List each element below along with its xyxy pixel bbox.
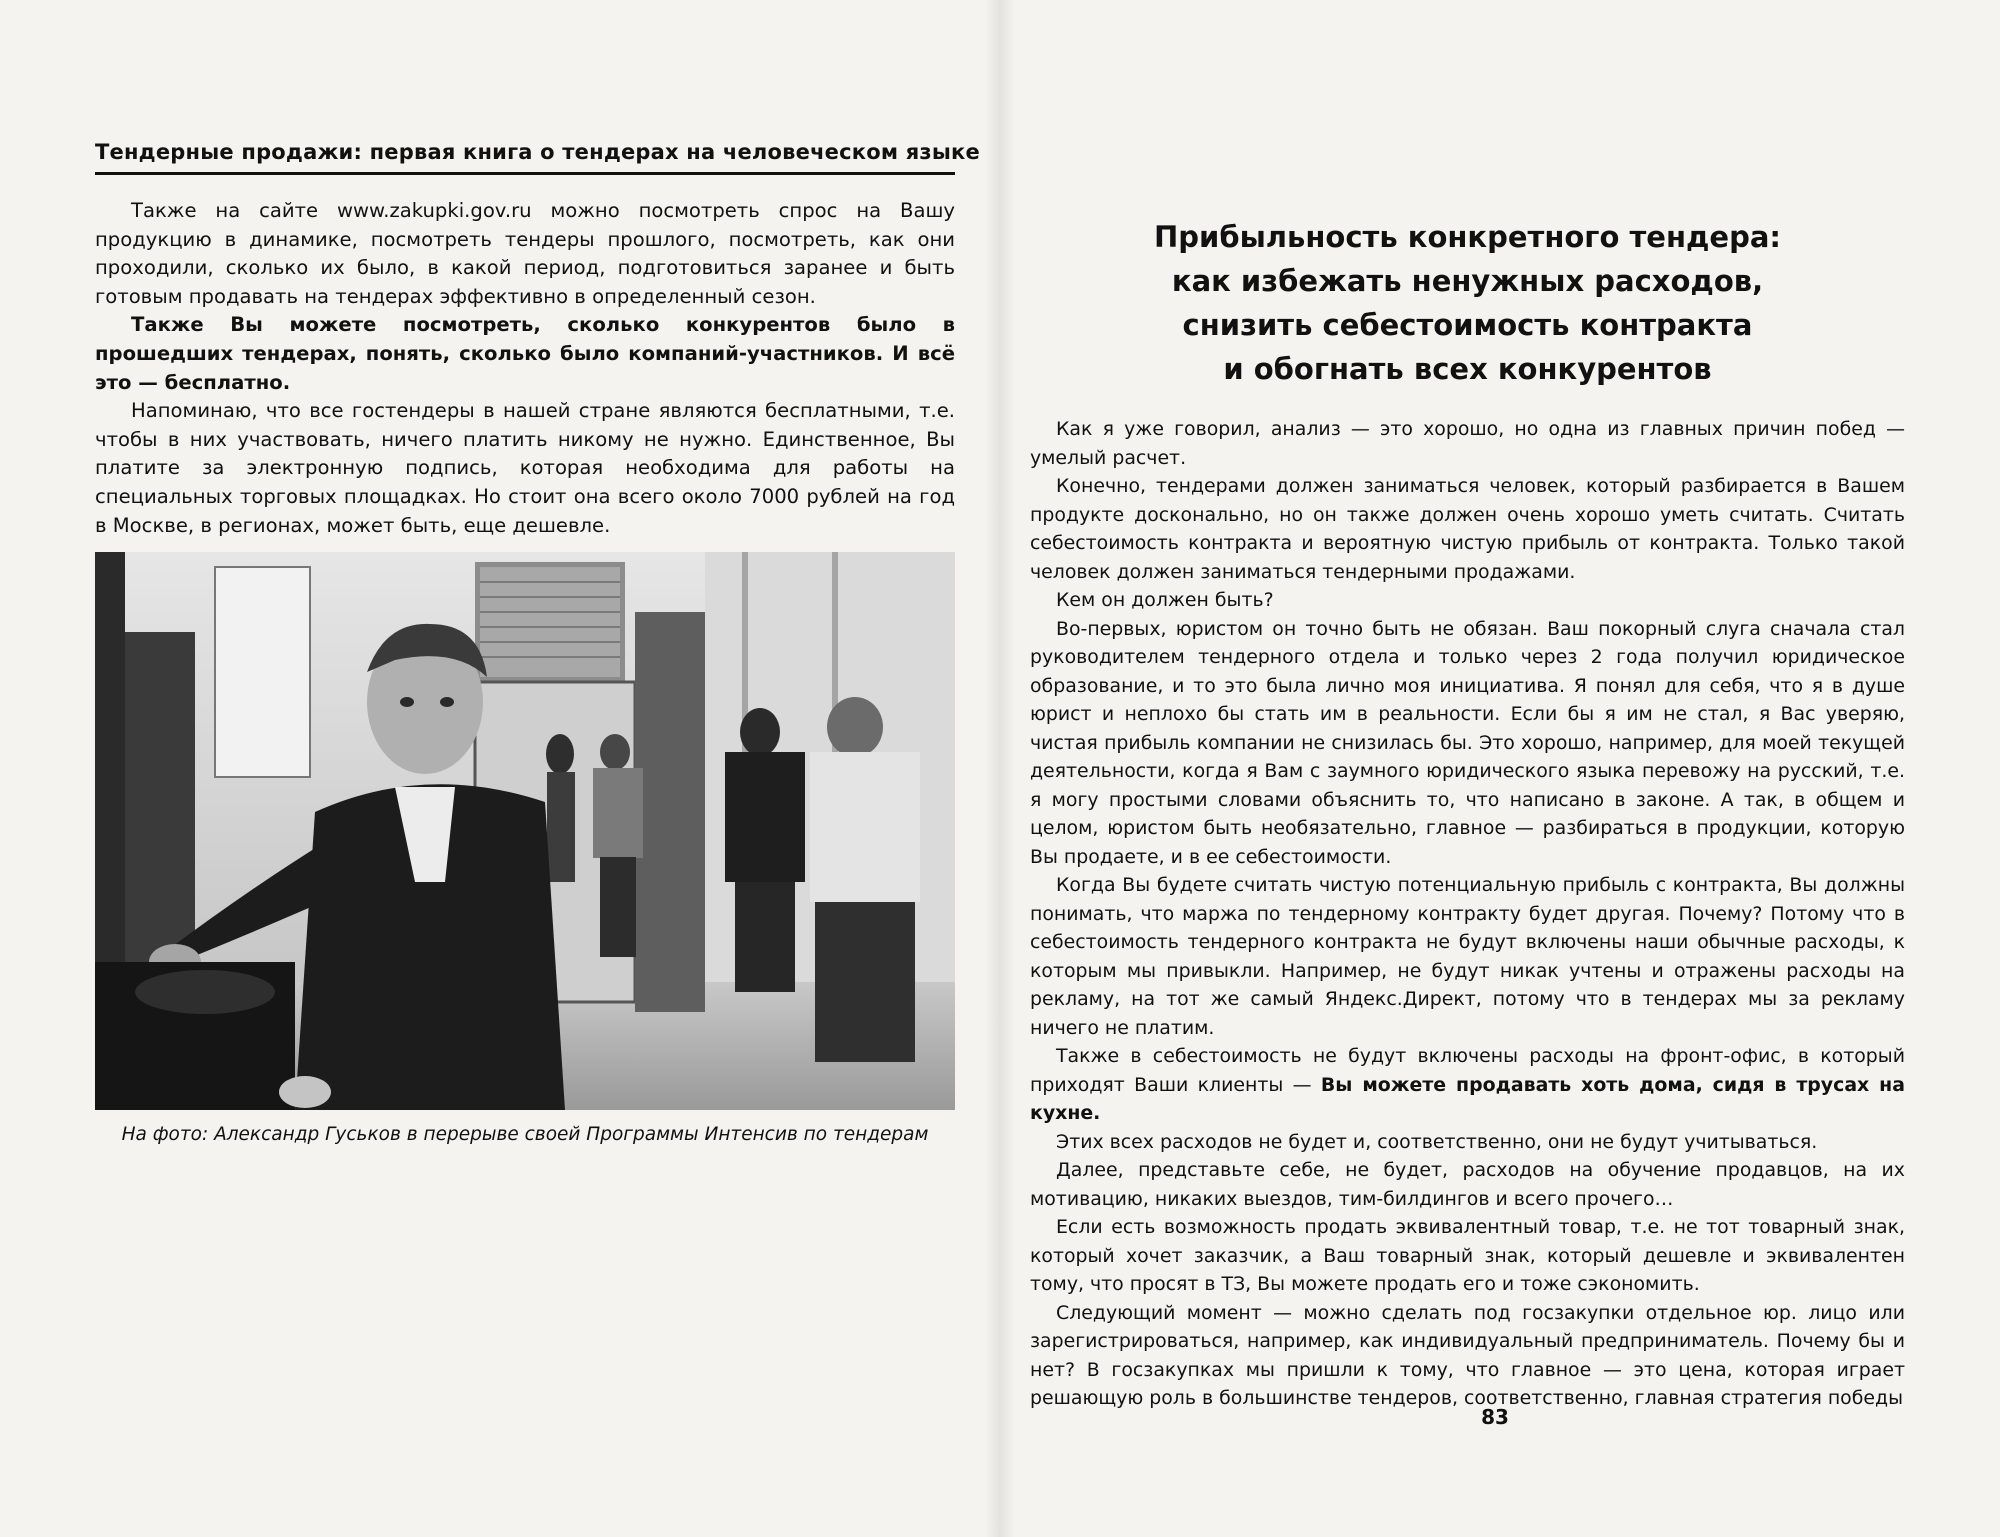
chapter-title bbox=[1030, 215, 1905, 391]
paragraph: Далее, представьте себе, не будет, расходов на обучение продавцов, на их мотивацию, никаких выездов, тим-билдингов и всего прочего… bbox=[1030, 1159, 1905, 1210]
photo-caption: На фото: Александр Гуськов в перерыве своей Программы Интенсив по тендерам bbox=[121, 1124, 929, 1146]
paragraph: Также на сайте www.zakupki.gov.ru можно посмотреть спрос на Вашу продукцию в динамике, посмотреть тендеры прошлого, посмотреть, как они проходили, сколько их было, в какой период, подготовиться заранее и быть готовым продавать на тендерах эффективно в определенный сезон. bbox=[95, 199, 955, 308]
paragraph: Этих всех расходов не будет и, соответственно, они не будут учитываться. bbox=[1056, 1130, 1818, 1153]
paragraph-text: Также в себестоимость не будут включены расходы на фронт-офис, в который приходят Ваши клиенты — bbox=[1030, 1045, 1905, 1096]
page-number: 83 bbox=[1481, 1405, 1509, 1429]
paragraph: Во-первых, юристом он точно быть не обязан. Ваш покорный слуга сначала стал руководителем тендерного отдела и только через 2 года получил юридическое образование, и то это была лично моя инициатива. Я понял для себя, что я в душе юрист и неплохо бы стать им в реальности. Если бы я им не стал, я Вас уверяю, чистая прибыль компании не снизилась бы. Это хорошо, например, для моей текущей деятельности, когда я Вам с заумного юридического языка перевожу на русский, т.е. я могу простыми словами объяснить то, что написано в законе. А так, в общем и целом, юристом быть необязательно, главное — разбираться в продукции, которую Вы продаете, и в ее себестоимости. bbox=[1030, 617, 1905, 868]
chapter-title-line: снизить себестоимость контракта bbox=[1182, 308, 1753, 342]
left-page bbox=[95, 140, 980, 1146]
bold-paragraph: Также Вы можете посмотреть, сколько конкурентов было в прошедших тендерах, понять, сколько было компаний-участников. И всё это — бесплатно. bbox=[95, 313, 955, 394]
left-page-text bbox=[95, 197, 955, 540]
paragraph-with-bold bbox=[1030, 1042, 1905, 1128]
paragraph: Кем он должен быть? bbox=[1056, 589, 1274, 611]
paragraph: Как я уже говорил, анализ — это хорошо, но одна из главных причин побед — умелый расчет. bbox=[1030, 418, 1905, 469]
photo bbox=[95, 552, 955, 1110]
book-gutter bbox=[985, 0, 1015, 1537]
chapter-title-line: как избежать ненужных расходов, bbox=[1171, 264, 1764, 298]
bold-fragment: Вы можете продавать хоть дома, сидя в трусах на кухне. bbox=[1030, 1073, 1905, 1124]
chapter-title-line: Прибыльность конкретного тендера: bbox=[1153, 220, 1781, 254]
paragraph: Следующий момент — можно сделать под госзакупки отдельное юр. лицо или зарегистрироваться, например, как индивидуальный предприниматель. Почему бы и нет? В госзакупках мы пришли к тому, что главное — это цена, которая играет решающую роль в большинстве тендеров, соответственно, главная стратегия победы bbox=[1030, 1301, 1905, 1409]
chapter-title-line: и обогнать всех конкурентов bbox=[1223, 352, 1712, 386]
paragraph: Если есть возможность продать эквивалентный товар, т.е. не тот товарный знак, который хочет заказчик, а Ваш товарный знак, который дешевле и эквивалентен тому, что просят в ТЗ, Вы можете продать его и тоже сэкономить. bbox=[1030, 1216, 1905, 1295]
paragraph: Напоминаю, что все гостендеры в нашей стране являются бесплатными, т.е. чтобы в них участвовать, ничего платить никому не нужно. Единственное, Вы платите за электронную подпись, которая необходима для работы на специальных торговых площадках. Но стоит она всего около 7000 рублей на год в Москве, в регионах, может быть, еще дешевле. bbox=[95, 399, 955, 537]
running-header: Тендерные продажи: первая книга о тендерах на человеческом языке bbox=[95, 140, 955, 175]
paragraph: Когда Вы будете считать чистую потенциальную прибыль с контракта, Вы должны понимать, что маржа по тендерному контракту будет другая. Почему? Потому что в себестоимость тендерного контракта не будут включены наши обычные расходы, к которым мы привыкли. Например, не будут никак учтены и отражены расходы на рекламу, на тот же самый Яндекс.Директ, потому что в тендерах мы за рекламу ничего не платим. bbox=[1030, 874, 1905, 1039]
paragraph: Конечно, тендерами должен заниматься человек, который разбирается в Вашем продукте досконально, но он также должен очень хорошо уметь считать. Считать себестоимость контракта и вероятную чистую прибыль от контракта. Только такой человек должен заниматься тендерными продажами. bbox=[1030, 475, 1905, 583]
right-page bbox=[1030, 215, 1905, 1413]
photo-illustration bbox=[95, 552, 955, 1110]
